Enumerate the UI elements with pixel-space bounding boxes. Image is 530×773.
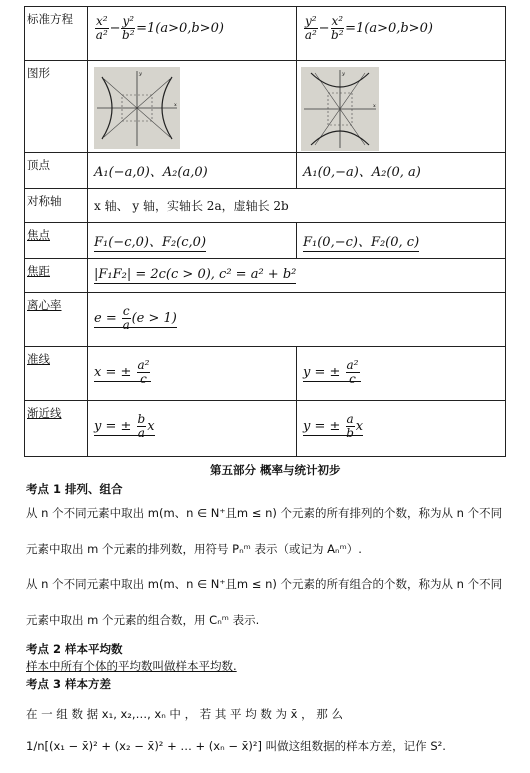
row-label: 焦点	[27, 228, 50, 242]
kp1-para1-line2: 元素中取出 m 个元素的排列数，用符号 Pₙᵐ 表示（或记为 Aₙᵐ）.	[26, 542, 362, 556]
svg-text:y: y	[342, 71, 345, 77]
svg-text:x: x	[174, 102, 177, 108]
row-label: 渐近线	[27, 406, 62, 420]
row-label: 顶点	[27, 158, 50, 172]
hyperbola-properties-table	[24, 6, 506, 457]
section-title: 第五部分 概率与统计初步	[210, 463, 341, 477]
row-label: 对称轴	[27, 194, 62, 208]
standard-equation-y: $\frac{\text{y²}}{\text{a²}}$ − $\frac{\text{x²}}{\text{b²}}$ =1(a>0,b>0)	[304, 14, 433, 42]
kp3-line1: 在 一 组 数 据 x₁, x₂,…, xₙ 中 ， 若 其 平 均 数 为 x̄ ， 那 么	[26, 707, 343, 721]
foci-y: F₁(0,−c)、F₂(0, c)	[303, 235, 420, 250]
row-label: 图形	[27, 66, 50, 80]
focal-distance: |F₁F₂| = 2c(c > 0), c² = a² + b²	[94, 267, 297, 282]
foci-x: F₁(−c,0)、F₂(c,0)	[94, 235, 207, 250]
kp1-para1-line1: 从 n 个不同元素中取出 m(m、n ∈ N⁺且m ≤ n) 个元素的所有排列的个数，称为从 n 个不同	[26, 506, 503, 520]
hyperbola-y-graph	[301, 67, 379, 151]
kp1-para2-line2: 元素中取出 m 个元素的组合数，用 Cₙᵐ 表示.	[26, 613, 260, 627]
svg-text:x: x	[373, 103, 376, 109]
row-label: 准线	[27, 352, 50, 366]
asymptote-x: y = ± $\frac{b}{a}$ x	[94, 412, 155, 440]
kp2-text: 样本中所有个体的平均数叫做样本平均数.	[26, 659, 237, 673]
kp3-title: 考点 3 样本方差	[26, 677, 112, 691]
symmetry-axis: x 轴、 y 轴，实轴长 2a，虚轴长 2b	[94, 199, 289, 213]
eccentricity: e = $\frac{c}{a}$ (e > 1)	[94, 304, 177, 332]
standard-equation-x: $\frac{\text{x²}}{\text{a²}}$ − $\frac{\text{y²}}{\text{b²}}$ =1(a>0,b>0)	[95, 14, 224, 42]
kp1-title: 考点 1 排列、组合	[26, 482, 123, 496]
hyperbola-x-graph	[94, 67, 180, 149]
svg-text:y: y	[139, 71, 142, 77]
kp2-title: 考点 2 样本平均数	[26, 642, 123, 656]
row-label: 离心率	[27, 298, 62, 312]
directrix-y: y = ± $\frac{\text{a²}}{c}$	[303, 358, 359, 386]
row-label: 标准方程	[27, 12, 73, 26]
kp1-para2-line1: 从 n 个不同元素中取出 m(m、n ∈ N⁺且m ≤ n) 个元素的所有组合的个数，称为从 n 个不同	[26, 577, 503, 591]
row-label: 焦距	[27, 264, 50, 278]
directrix-x: x = ± $\frac{\text{a²}}{c}$	[94, 358, 150, 386]
asymptote-y: y = ± $\frac{a}{b}$ x	[303, 412, 364, 440]
vertices-y: A₁(0,−a)、A₂(0, a)	[303, 165, 421, 180]
kp3-line2: 1/n[(x₁ − x̄)² + (x₂ − x̄)² + … + (xₙ − x̄)²] 叫做这组数据的样本方差，记作 S².	[26, 739, 446, 753]
vertices-x: A₁(−a,0)、A₂(a,0)	[94, 165, 208, 180]
